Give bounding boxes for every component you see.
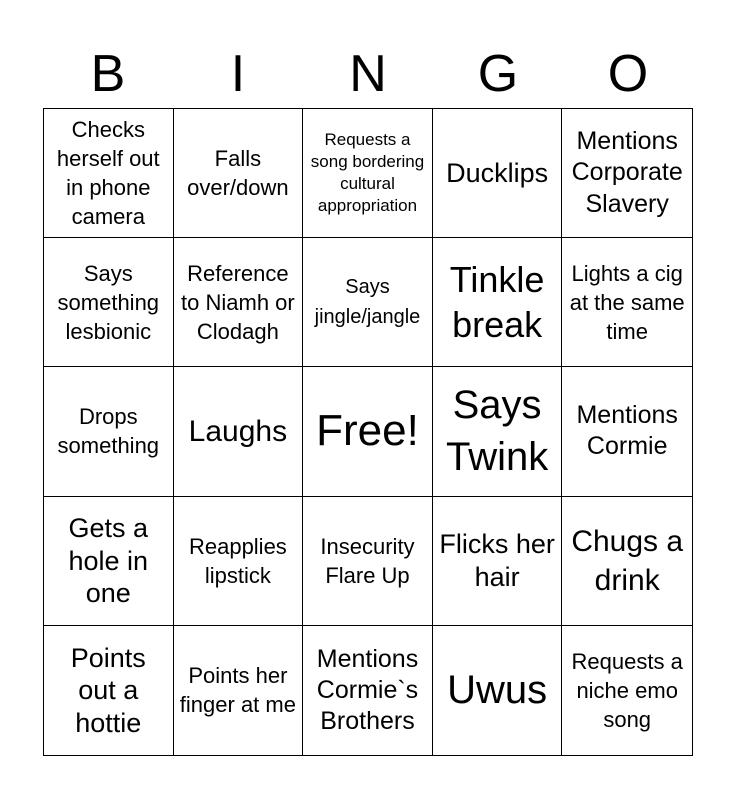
bingo-cell[interactable]: [303, 626, 433, 755]
cell-text: Mentions Corporate Slavery: [571, 127, 683, 218]
bingo-cell[interactable]: [174, 626, 304, 755]
cell-text: Falls over/down: [187, 146, 289, 201]
cell-text: Gets a hole in one: [68, 513, 149, 608]
cell-text: Lights a cig at the same time: [569, 260, 685, 344]
cell-text: Flicks her hair: [439, 529, 555, 592]
bingo-cell[interactable]: [303, 238, 433, 367]
bingo-cell[interactable]: [174, 367, 304, 496]
bingo-cell[interactable]: [433, 367, 563, 496]
bingo-cell[interactable]: [174, 109, 304, 238]
cell-text: Says something lesbionic: [57, 260, 160, 344]
bingo-cell[interactable]: [44, 626, 174, 755]
cell-text: Uwus: [447, 668, 548, 713]
bingo-cell[interactable]: [44, 497, 174, 626]
cell-text: Reference to Niamh or Clodagh: [181, 260, 295, 344]
bingo-cell[interactable]: [174, 497, 304, 626]
bingo-cell[interactable]: [44, 238, 174, 367]
bingo-cell[interactable]: [174, 238, 304, 367]
cell-text: Mentions Cormie: [576, 401, 678, 461]
cell-text: Points out a hottie: [70, 642, 146, 738]
cell-text: Requests a song bordering cultural appropriation: [310, 129, 425, 216]
cell-text: Mentions Cormie`s Brothers: [316, 644, 419, 736]
bingo-cell[interactable]: [303, 109, 433, 238]
cell-text: Requests a niche emo song: [571, 648, 683, 732]
cell-text: Insecurity Flare Up: [320, 533, 415, 588]
bingo-cell[interactable]: [562, 497, 692, 626]
cell-text: Laughs: [188, 414, 288, 448]
bingo-header: [43, 40, 693, 108]
cell-text: Free!: [316, 406, 419, 456]
cell-text: Points her finger at me: [179, 663, 296, 718]
header-letter-g: G: [477, 45, 519, 103]
cell-text: Says jingle/jangle: [314, 276, 421, 329]
bingo-board: [43, 108, 693, 756]
cell-text: Chugs a drink: [571, 524, 684, 597]
bingo-cell[interactable]: [562, 367, 692, 496]
header-letter-o: O: [607, 45, 649, 103]
header-letter-b: B: [90, 45, 126, 103]
cell-text: Checks herself out in phone camera: [56, 117, 160, 230]
cell-text: Says Twink: [445, 383, 549, 480]
cell-text: Drops something: [57, 404, 160, 459]
bingo-cell[interactable]: [44, 367, 174, 496]
bingo-cell[interactable]: [433, 109, 563, 238]
bingo-cell[interactable]: [562, 238, 692, 367]
header-letter-n: N: [349, 45, 387, 103]
cell-text: Tinkle break: [449, 259, 545, 346]
bingo-cell[interactable]: [433, 497, 563, 626]
free-space-cell[interactable]: [303, 367, 433, 496]
bingo-cell[interactable]: [562, 626, 692, 755]
bingo-cell[interactable]: [433, 238, 563, 367]
bingo-cell[interactable]: [44, 109, 174, 238]
bingo-cell[interactable]: [433, 626, 563, 755]
bingo-cell[interactable]: [303, 497, 433, 626]
header-letter-i: I: [230, 45, 246, 103]
cell-text: Ducklips: [446, 157, 549, 188]
cell-text: Reapplies lipstick: [188, 533, 287, 588]
bingo-cell[interactable]: [562, 109, 692, 238]
